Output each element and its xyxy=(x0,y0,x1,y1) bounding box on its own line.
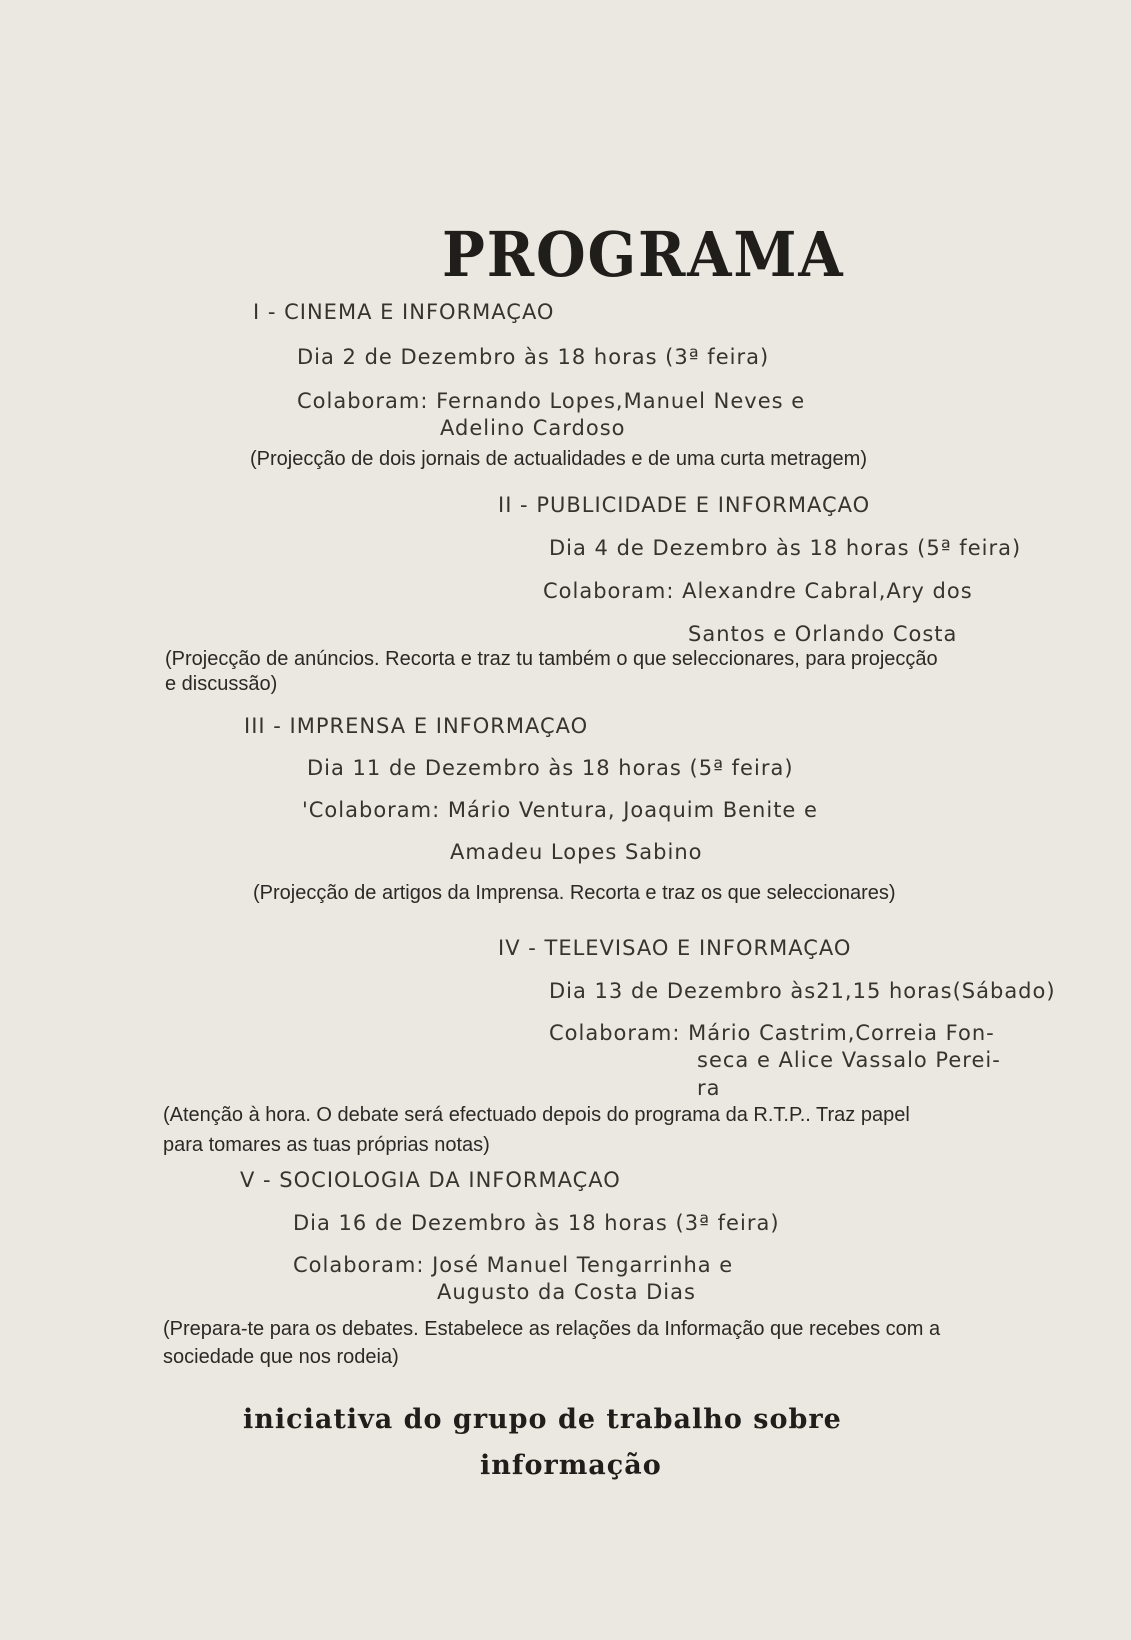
section-3-note: (Projecção de artigos da Imprensa. Recorta e traz os que seleccionares) xyxy=(253,882,896,904)
section-5-date: Dia 16 de Dezembro às 18 horas (3ª feira) xyxy=(293,1211,780,1235)
section-3-heading: III - IMPRENSA E INFORMAÇAO xyxy=(244,714,589,738)
section-3-date: Dia 11 de Dezembro às 18 horas (5ª feira) xyxy=(307,756,794,780)
section-5-heading: V - SOCIOLOGIA DA INFORMAÇAO xyxy=(240,1168,621,1192)
section-5-note: (Prepara-te para os debates. Estabelece as relações da Informação que recebes com a xyxy=(163,1318,941,1340)
section-2-note-cont: e discussão) xyxy=(165,673,278,695)
section-1-collaborators: Colaboram: Fernando Lopes,Manuel Neves e xyxy=(297,389,806,413)
section-1-collaborators-cont: Adelino Cardoso xyxy=(440,416,626,440)
section-1-date: Dia 2 de Dezembro às 18 horas (3ª feira) xyxy=(297,345,770,369)
section-4-heading: IV - TELEVISAO E INFORMAÇAO xyxy=(498,936,852,960)
section-3-collaborators: 'Colaboram: Mário Ventura, Joaquim Benite e xyxy=(302,798,818,822)
section-2-date: Dia 4 de Dezembro às 18 horas (5ª feira) xyxy=(549,536,1022,560)
section-3-collaborators-cont: Amadeu Lopes Sabino xyxy=(450,840,703,864)
footer-initiative-line-2: informação xyxy=(480,1450,662,1481)
section-4-date: Dia 13 de Dezembro às21,15 horas(Sábado) xyxy=(549,979,1056,1003)
section-1-note: (Projecção de dois jornais de actualidades e de uma curta metragem) xyxy=(250,448,867,470)
section-5-collaborators: Colaboram: José Manuel Tengarrinha e xyxy=(293,1253,734,1277)
section-4-collaborators-cont-2: ra xyxy=(697,1076,721,1100)
section-4-collaborators: Colaboram: Mário Castrim,Correia Fon- xyxy=(549,1021,995,1045)
section-2-heading: II - PUBLICIDADE E INFORMAÇAO xyxy=(498,493,871,517)
section-4-note: (Atenção à hora. O debate será efectuado depois do programa da R.T.P.. Traz papel xyxy=(163,1104,910,1126)
section-1-heading: I - CINEMA E INFORMAÇAO xyxy=(253,300,555,324)
section-5-note-cont: sociedade que nos rodeia) xyxy=(163,1346,399,1368)
section-2-note: (Projecção de anúncios. Recorta e traz tu também o que seleccionares, para projecção xyxy=(165,648,938,670)
section-4-note-cont: para tomares as tuas próprias notas) xyxy=(163,1134,490,1156)
footer-initiative-line: iniciativa do grupo de trabalho sobre xyxy=(243,1404,842,1435)
page-title: PROGRAMA xyxy=(442,218,845,291)
section-5-collaborators-cont: Augusto da Costa Dias xyxy=(437,1280,696,1304)
section-4-collaborators-cont: seca e Alice Vassalo Perei- xyxy=(697,1048,1001,1072)
section-2-collaborators: Colaboram: Alexandre Cabral,Ary dos xyxy=(543,579,973,603)
section-2-collaborators-cont: Santos e Orlando Costa xyxy=(688,622,958,646)
